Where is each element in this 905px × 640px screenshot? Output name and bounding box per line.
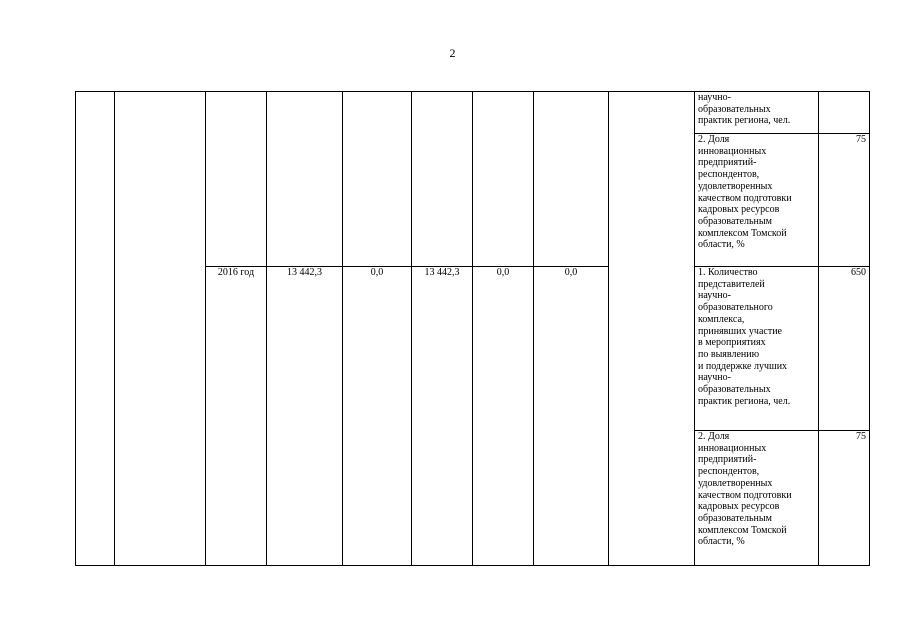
indicator-text: 2. Доля инновационных предприятий- респондентов, удовлетворенных качеством подготовки кадровых ресурсов образовательным комплексом Томской области, % bbox=[698, 134, 792, 251]
cell-indicator-value: 75 bbox=[819, 431, 870, 566]
cell-indicator-value bbox=[819, 92, 870, 134]
cell-indicator-value: 650 bbox=[819, 267, 870, 431]
cell-total: 13 442,3 bbox=[267, 267, 343, 566]
indicator-text: научно- образовательных практик региона, чел. bbox=[698, 92, 791, 127]
cell-indicator bbox=[695, 92, 819, 134]
cell-task bbox=[115, 92, 206, 566]
cell-total bbox=[267, 92, 343, 267]
cell-regional: 13 442,3 bbox=[412, 267, 473, 566]
cell-executor bbox=[609, 92, 695, 566]
cell-indicator-value: 75 bbox=[819, 134, 870, 267]
cell-year bbox=[206, 92, 267, 267]
cell-other bbox=[534, 92, 609, 267]
cell-indicator bbox=[695, 431, 819, 566]
cell-indicator bbox=[695, 267, 819, 431]
cell-federal: 0,0 bbox=[343, 267, 412, 566]
cell-local: 0,0 bbox=[473, 267, 534, 566]
indicator-text: 1. Количество представителей научно- образовательного комплекса, принявших участие в мероприятиях по выявлению и поддержке лучших научно- образовательных практик региона, чел. bbox=[698, 267, 791, 407]
cell-year: 2016 год bbox=[206, 267, 267, 566]
cell-federal bbox=[343, 92, 412, 267]
cell-other: 0,0 bbox=[534, 267, 609, 566]
cell-regional bbox=[412, 92, 473, 267]
cell-local bbox=[473, 92, 534, 267]
indicator-text: 2. Доля инновационных предприятий- респондентов, удовлетворенных качеством подготовки кадровых ресурсов образовательным комплексом Томской области, % bbox=[698, 431, 792, 548]
cell-indicator bbox=[695, 134, 819, 267]
table-row bbox=[76, 92, 870, 134]
page-number: 2 bbox=[449, 46, 456, 60]
program-table bbox=[75, 91, 870, 566]
cell-index bbox=[76, 92, 115, 566]
